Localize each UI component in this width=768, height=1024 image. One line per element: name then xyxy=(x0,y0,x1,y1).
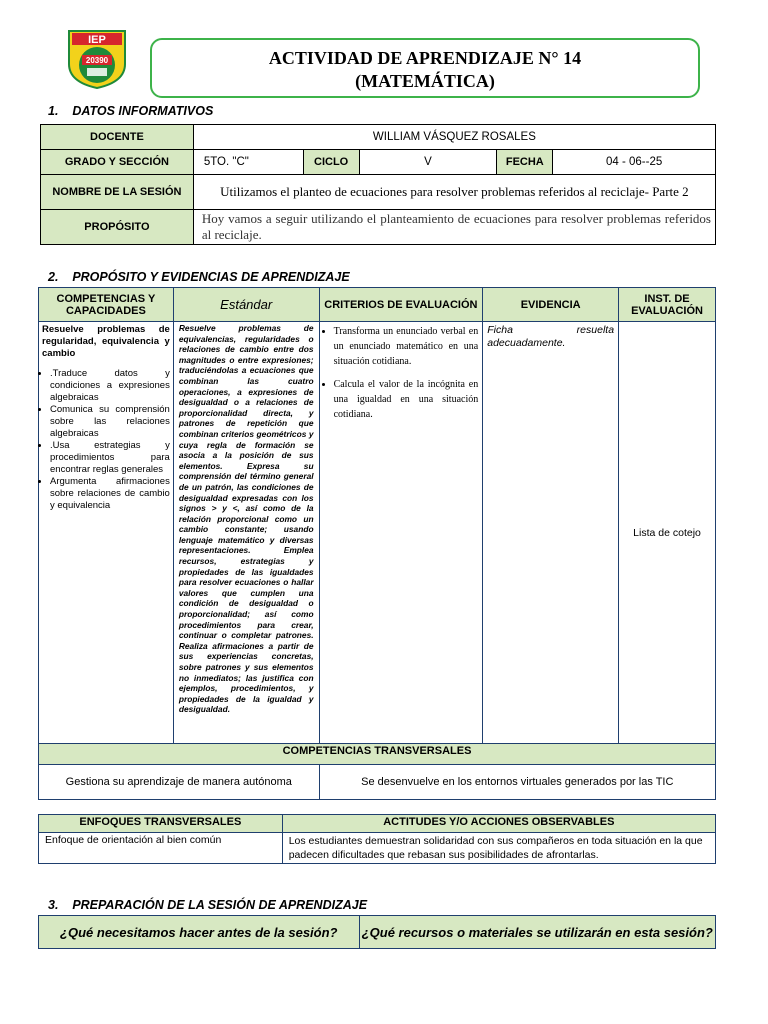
ciclo-value: V xyxy=(359,150,497,175)
activity-subject: (MATEMÁTICA) xyxy=(355,71,495,91)
instrumento-text: Lista de cotejo xyxy=(619,322,716,744)
transversal-2: Se desenvuelve en los entornos virtuales generados por las TIC xyxy=(319,765,715,800)
estandar-text: Resuelve problemas de equivalencias, regularidades o relaciones de cambio entre dos magnitudes o entre expresiones; traduciéndolas a ecuaciones que combinan las cuatro operaciones, a expresiones de desigualdad o a relaciones de proporcionalidad directa, y patrones de repetición que combinan criterios geométricos y cuya regla de formación se asocia a la posición de sus elementos. Expresa su comprensión del término general de un patrón, las condiciones de desigualdad expresadas con los signos > y <, así como de la relación proporcional como un cambio constante; usando lenguaje matemático y diversas representaciones. Emplea recursos, estrategias y propiedades de las igualdades para resolver ecuaciones o hallar valores que cumplen una condición de desigualdad o proporcionalidad; así como procedimientos para crear, continuar o completar patrones. Realiza afirmaciones a partir de sus experiencias concretas, sobre patrones y sus elementos no inmediatos; las justifica con ejemplos, procedimientos, y propiedades de la igualdad y desigualdad. xyxy=(173,322,319,744)
evidencia-text: Ficha resuelta adecuadamente. xyxy=(483,322,619,744)
logo-iep-text: IEP xyxy=(88,34,106,46)
docente-value: WILLIAM VÁSQUEZ ROSALES xyxy=(193,125,715,150)
pregunta-recursos: ¿Qué recursos o materiales se utilizarán en esta sesión? xyxy=(359,916,715,949)
header-actitudes: ACTITUDES Y/O ACCIONES OBSERVABLES xyxy=(282,815,715,833)
section-3-title: 3. PREPARACIÓN DE LA SESIÓN DE APRENDIZAJE xyxy=(48,898,368,912)
header-criterios: CRITERIOS DE EVALUACIÓN xyxy=(319,288,483,322)
fecha-label: FECHA xyxy=(497,150,553,175)
activity-title: ACTIVIDAD DE APRENDIZAJE N° 14 xyxy=(268,48,582,68)
enfoques-table xyxy=(38,814,716,864)
section-2-title: 2. PROPÓSITO Y EVIDENCIAS DE APRENDIZAJE xyxy=(48,270,350,284)
criterio-item: • Transforma un enunciado verbal en un enunciado matemático en una situación cotidiana. xyxy=(334,324,479,369)
header-competencias: COMPETENCIAS Y CAPACIDADES xyxy=(39,288,174,322)
transversal-1: Gestiona su aprendizaje de manera autónoma xyxy=(39,765,320,800)
sesion-label: NOMBRE DE LA SESIÓN xyxy=(41,175,194,210)
proposito-label: PROPÓSITO xyxy=(41,210,194,245)
capacidad-item: • Argumenta afirmaciones sobre relaciones de cambio y equivalencia xyxy=(50,476,170,512)
datos-table xyxy=(40,124,716,245)
header-evidencia: EVIDENCIA xyxy=(483,288,619,322)
capacidades-list xyxy=(42,368,170,512)
criterios-cell xyxy=(319,322,483,744)
fecha-value: 04 - 06--25 xyxy=(553,150,716,175)
competencias-transversales-header: COMPETENCIAS TRANSVERSALES xyxy=(39,744,716,765)
ciclo-label: CICLO xyxy=(303,150,359,175)
proposito-value: Hoy vamos a seguir utilizando el planteamiento de ecuaciones para resolver problemas referidos al reciclaje. xyxy=(193,210,715,245)
enfoque-text: Enfoque de orientación al bien común xyxy=(39,833,283,864)
criterio-item: • Calcula el valor de la incógnita en una igualdad en una situación cotidiana. xyxy=(334,377,479,422)
capacidad-item: • Comunica su comprensión sobre las relaciones algebraicas xyxy=(50,404,170,440)
logo-number-text: 20390 xyxy=(85,56,109,65)
header-enfoques: ENFOQUES TRANSVERSALES xyxy=(39,815,283,833)
competencia-text: Resuelve problemas de regularidad, equivalencia y cambio xyxy=(42,324,170,359)
section-1-title: 1. DATOS INFORMATIVOS xyxy=(48,104,214,118)
school-logo xyxy=(66,28,128,90)
pregunta-antes: ¿Qué necesitamos hacer antes de la sesión? xyxy=(39,916,360,949)
header-estandar: Estándar xyxy=(173,288,319,322)
sesion-value: Utilizamos el planteo de ecuaciones para resolver problemas referidos al reciclaje- Parte 2 xyxy=(193,175,715,210)
header-instrumento: INST. DE EVALUACIÓN xyxy=(619,288,716,322)
actitud-text: Los estudiantes demuestran solidaridad con sus compañeros en toda situación en la que padecen dificultades que rebasan sus posibilidades de afrontarlas. xyxy=(282,833,715,864)
grado-value: 5TO. "C" xyxy=(193,150,303,175)
criterios-list xyxy=(324,324,479,422)
grado-label: GRADO Y SECCIÓN xyxy=(41,150,194,175)
competencias-table xyxy=(38,287,716,800)
preparacion-table xyxy=(38,915,716,949)
capacidad-item: • .Traduce datos y condiciones a expresiones algebraicas xyxy=(50,368,170,404)
activity-title-box xyxy=(150,38,700,98)
docente-label: DOCENTE xyxy=(41,125,194,150)
competencias-cell xyxy=(39,322,174,744)
capacidad-item: • .Usa estrategias y procedimientos para encontrar reglas generales xyxy=(50,440,170,476)
